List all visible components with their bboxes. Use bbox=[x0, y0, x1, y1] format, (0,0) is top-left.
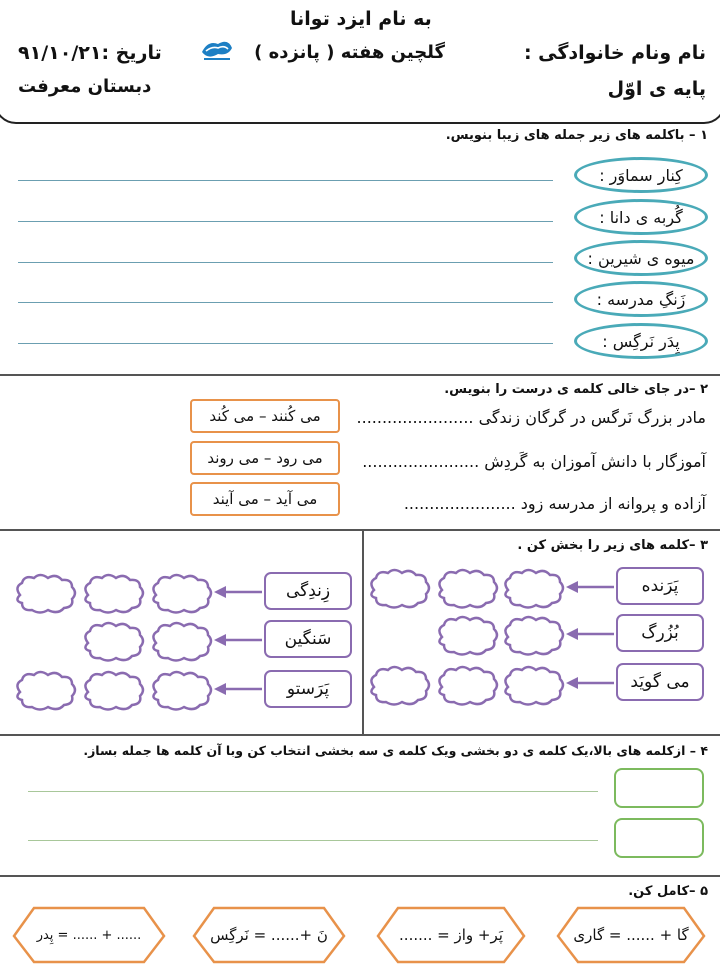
q2-option: می رود – می روند bbox=[207, 449, 323, 467]
q4-write-line[interactable] bbox=[28, 840, 598, 841]
q2-sentence: مادر بزرگ نَرگس در گرگان زندگی ....................... bbox=[356, 408, 706, 427]
cloud-icon[interactable] bbox=[153, 672, 211, 710]
q1-write-line[interactable] bbox=[18, 180, 553, 181]
cloud-icon[interactable] bbox=[439, 617, 497, 655]
grade-label: پایه ی اوّل bbox=[607, 78, 706, 100]
divider bbox=[0, 734, 720, 736]
q4-answer-box[interactable] bbox=[614, 818, 704, 858]
q4-write-line[interactable] bbox=[28, 791, 598, 792]
q1-word-oval bbox=[574, 199, 708, 235]
q1-word: گُربه ی دانا : bbox=[599, 207, 683, 227]
cloud-icon[interactable] bbox=[371, 570, 429, 608]
cloud-icon[interactable] bbox=[505, 570, 563, 608]
cloud-icon[interactable] bbox=[17, 672, 75, 710]
q2-option-box bbox=[190, 482, 340, 516]
cloud-icon[interactable] bbox=[85, 623, 143, 661]
q3-word: بُزُرگ bbox=[641, 623, 679, 643]
q1-word-oval bbox=[574, 323, 708, 359]
arrow-left-icon bbox=[566, 677, 614, 689]
q3-clouds-arrows bbox=[0, 555, 720, 730]
q1-word: میوه ی شیرین : bbox=[587, 248, 695, 268]
name-label: نام ونام خانوادگی : bbox=[523, 42, 706, 64]
q5-item: گا + ...... = گاری bbox=[573, 926, 689, 944]
q1-write-line[interactable] bbox=[18, 302, 553, 303]
q5-title: ۵ –کامل کن. bbox=[628, 884, 708, 899]
q2-sentence: آموزگار با دانش آموزان به گَردِش ....................... bbox=[362, 452, 706, 471]
q3-word: پَرَنده bbox=[641, 576, 679, 596]
q2-option: می آید – می آیند bbox=[212, 490, 318, 508]
arrow-left-icon bbox=[566, 628, 614, 640]
q2-option-box bbox=[190, 441, 340, 475]
cloud-icon[interactable] bbox=[371, 667, 429, 705]
q5-item: پَر+ واز = ....... bbox=[399, 926, 503, 944]
q4-answer-box[interactable] bbox=[614, 768, 704, 808]
school-name: دبستان معرفت bbox=[18, 76, 152, 97]
q2-option-box bbox=[190, 399, 340, 433]
arrow-left-icon bbox=[566, 581, 614, 593]
arrow-left-icon bbox=[214, 683, 262, 695]
divider bbox=[0, 374, 720, 376]
divider bbox=[0, 875, 720, 877]
worksheet-title: گلچین هفته ( پانزده ) bbox=[254, 42, 445, 63]
q1-word: زَنگِ مدرسه : bbox=[596, 289, 686, 309]
q1-title: ۱ – باکلمه های زیر جمله های زیبا بنویس. bbox=[445, 128, 708, 143]
q1-write-line[interactable] bbox=[18, 262, 553, 263]
q3-word: پَرَستو bbox=[286, 679, 330, 699]
arrow-left-icon bbox=[214, 634, 262, 646]
cloud-icon[interactable] bbox=[439, 570, 497, 608]
q5-item: ...... + ...... = پِدر bbox=[36, 927, 142, 943]
q3-word: سَنگین bbox=[284, 629, 332, 649]
q5-item: نَ +...... = نَرگِس bbox=[210, 926, 328, 944]
cloud-icon[interactable] bbox=[505, 617, 563, 655]
q1-word-oval bbox=[574, 240, 708, 276]
cloud-icon[interactable] bbox=[153, 575, 211, 613]
q1-write-line[interactable] bbox=[18, 343, 553, 344]
q1-write-line[interactable] bbox=[18, 221, 553, 222]
q2-sentence: آزاده و پروانه از مدرسه زود ...................... bbox=[403, 494, 706, 513]
logo-icon bbox=[198, 36, 236, 66]
q2-option: می کُنند – می کُند bbox=[209, 407, 321, 425]
arrow-left-icon bbox=[214, 586, 262, 598]
divider bbox=[0, 529, 720, 531]
q3-word: زِندِگی bbox=[285, 581, 331, 601]
cloud-icon[interactable] bbox=[505, 667, 563, 705]
q2-title: ۲ –در جای خالی کلمه ی درست را بنویس. bbox=[444, 382, 708, 397]
cloud-icon[interactable] bbox=[17, 575, 75, 613]
q4-title: ۴ – ازکلمه های بالا،یک کلمه ی دو بخشی ویک کلمه ی سه بخشی انتخاب کن وبا آن کلمه ها جمله بساز. bbox=[83, 743, 708, 758]
q3-word: می گویَد bbox=[630, 672, 690, 692]
q1-word-oval bbox=[574, 157, 708, 193]
date-label: تاریخ :۹۱/۱۰/۲۱ bbox=[18, 42, 162, 64]
cloud-icon[interactable] bbox=[153, 623, 211, 661]
q1-word: کِنار سماوَر : bbox=[599, 165, 683, 185]
basmala: به نام ایزد توانا bbox=[290, 8, 432, 30]
cloud-icon[interactable] bbox=[439, 667, 497, 705]
cloud-icon[interactable] bbox=[85, 672, 143, 710]
q3-title: ۳ –کلمه های زیر را بخش کن . bbox=[517, 538, 708, 553]
q1-word-oval bbox=[574, 281, 708, 317]
q1-word: پِدَر نَرگِس : bbox=[602, 331, 680, 351]
cloud-icon[interactable] bbox=[85, 575, 143, 613]
